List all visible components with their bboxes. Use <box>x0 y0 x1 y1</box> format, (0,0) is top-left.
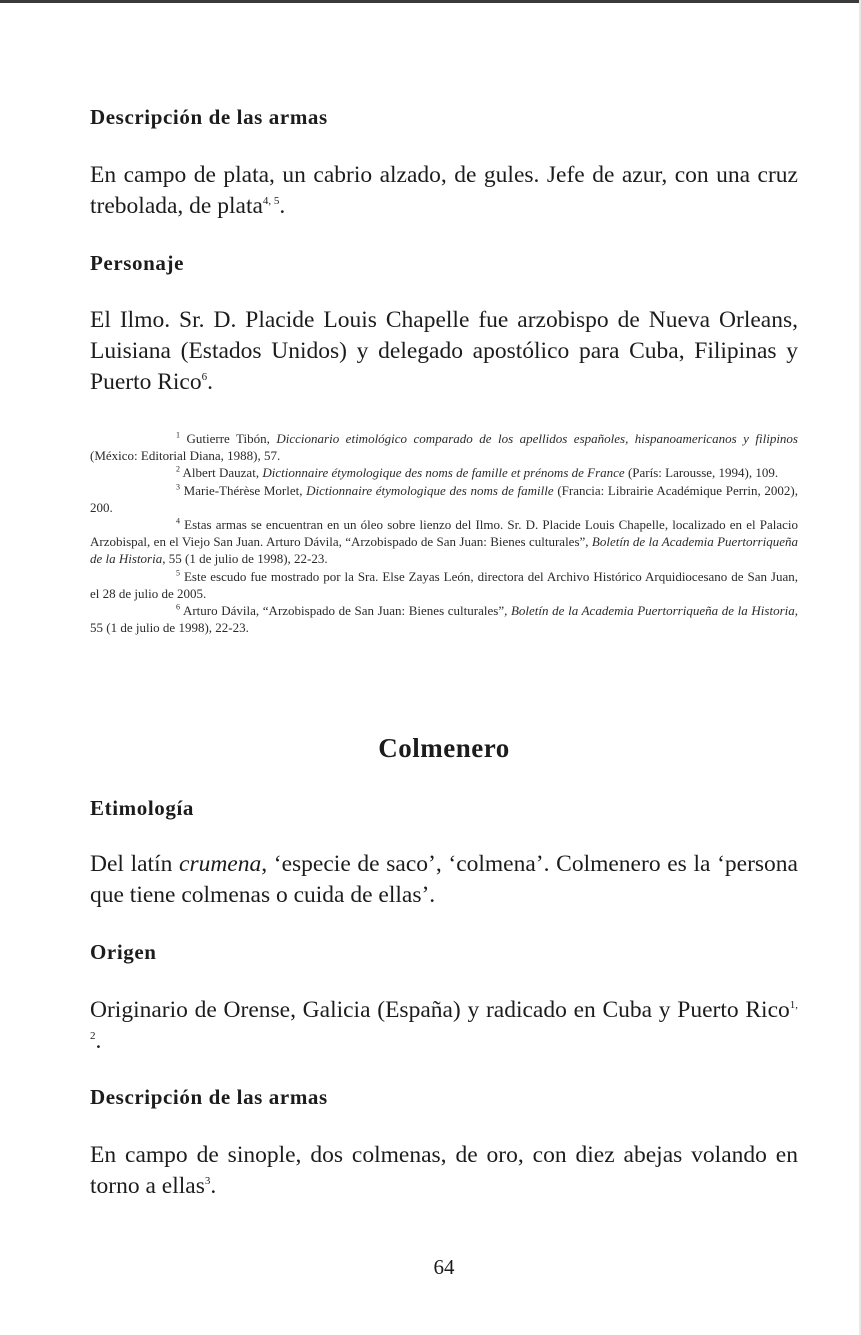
heading-etimologia: Etimología <box>90 796 194 820</box>
footnote-ref: 4, 5 <box>262 195 280 208</box>
footnote-ref: 6 <box>201 371 208 384</box>
paragraph-text: Originario de Orense, Galicia (España) y radicado en Cuba y Puerto Rico <box>90 997 790 1023</box>
footnote-3: $^3$ Marie-Thérèse Morlet, Dictionnaire étymologique des noms de famille (Francia: Librairie Académique Perrin, 2002), 200. <box>90 482 798 515</box>
page-number: 64 <box>433 1255 455 1279</box>
paragraph-text: En campo de plata, un cabrio alzado, de gules. Jefe de azur, con una cruz trebolada, de plata <box>90 162 798 219</box>
top-border-line <box>0 0 861 3</box>
footnote-ref: 3 <box>204 1175 211 1188</box>
heading-origen: Origen <box>90 940 157 964</box>
paragraph-origen: Originario de Orense, Galicia (España) y radicado en Cuba y Puerto Rico$^{1, 2}$. <box>90 997 798 1054</box>
footnotes <box>90 430 798 636</box>
latin-word: crumena <box>179 851 262 877</box>
heading-personaje: Personaje <box>90 251 185 275</box>
paragraph-text: En campo de sinople, dos colmenas, de oro, con diez abejas volando en torno a ellas <box>90 1142 798 1199</box>
paragraph-etimologia: Del latín crumena, ‘especie de saco’, ‘colmena’. Colmenero es la ‘persona que tiene colmenas o cuida de ellas’. <box>90 851 798 908</box>
footnote-1: $^1$ Gutierre Tibón, Diccionario etimológico comparado de los apellidos españoles, hispanoamericanos y filipinos (México: Editorial Diana, 1988), 57. <box>90 430 798 464</box>
footnote-6: $^6$ Arturo Dávila, “Arzobispado de San Juan: Bienes culturales”, Boletín de la Academia Puertorriqueña de la Historia, 55 (1 de julio de 1998), 22-23. <box>90 602 799 636</box>
paragraph-descripcion-armas-1: En campo de plata, un cabrio alzado, de gules. Jefe de azur, con una cruz trebolada, de plata$^{4, 5}$. <box>90 162 798 219</box>
footnote-4: $^4$ Estas armas se encuentran en un óleo sobre lienzo del Ilmo. Sr. D. Placide Louis Chapelle, localizado en el Palacio Arzobispal, en el Viejo San Juan. Arturo Dávila, “Arzobispado de San Juan: Bienes culturales”, Boletín de la Academia Puertorriqueña de la Historia, 55 (1 de julio de 1998), 22-23. <box>90 516 799 567</box>
footnote-2: $^2$ Albert Dauzat, Dictionnaire étymologique des noms de famille et prénoms de France (París: Larousse, 1994), 109. <box>176 465 779 481</box>
footnote-5: $^5$ Este escudo fue mostrado por la Sra. Else Zayas León, directora del Archivo Histórico Arquidiocesano de San Juan, el 28 de julio de 2005. <box>90 568 798 601</box>
surname-title: Colmenero <box>378 733 510 763</box>
heading-descripcion-armas-1: Descripción de las armas <box>90 105 328 129</box>
heading-descripcion-armas-2: Descripción de las armas <box>90 1085 328 1109</box>
paragraph-personaje: El Ilmo. Sr. D. Placide Louis Chapelle fue arzobispo de Nueva Orleans, Luisiana (Estados Unidos) y delegado apostólico para Cuba, Filipinas y Puerto Rico$^6$. <box>90 307 798 395</box>
paragraph-descripcion-armas-2: En campo de sinople, dos colmenas, de oro, con diez abejas volando en torno a ellas$^3$. <box>90 1142 798 1199</box>
footnote-ref: 1, 2 <box>90 999 798 1043</box>
paragraph-text: El Ilmo. Sr. D. Placide Louis Chapelle fue arzobispo de Nueva Orleans, Luisiana (Estados Unidos) y delegado apostólico para Cuba, Filipinas y Puerto Rico <box>90 307 798 395</box>
